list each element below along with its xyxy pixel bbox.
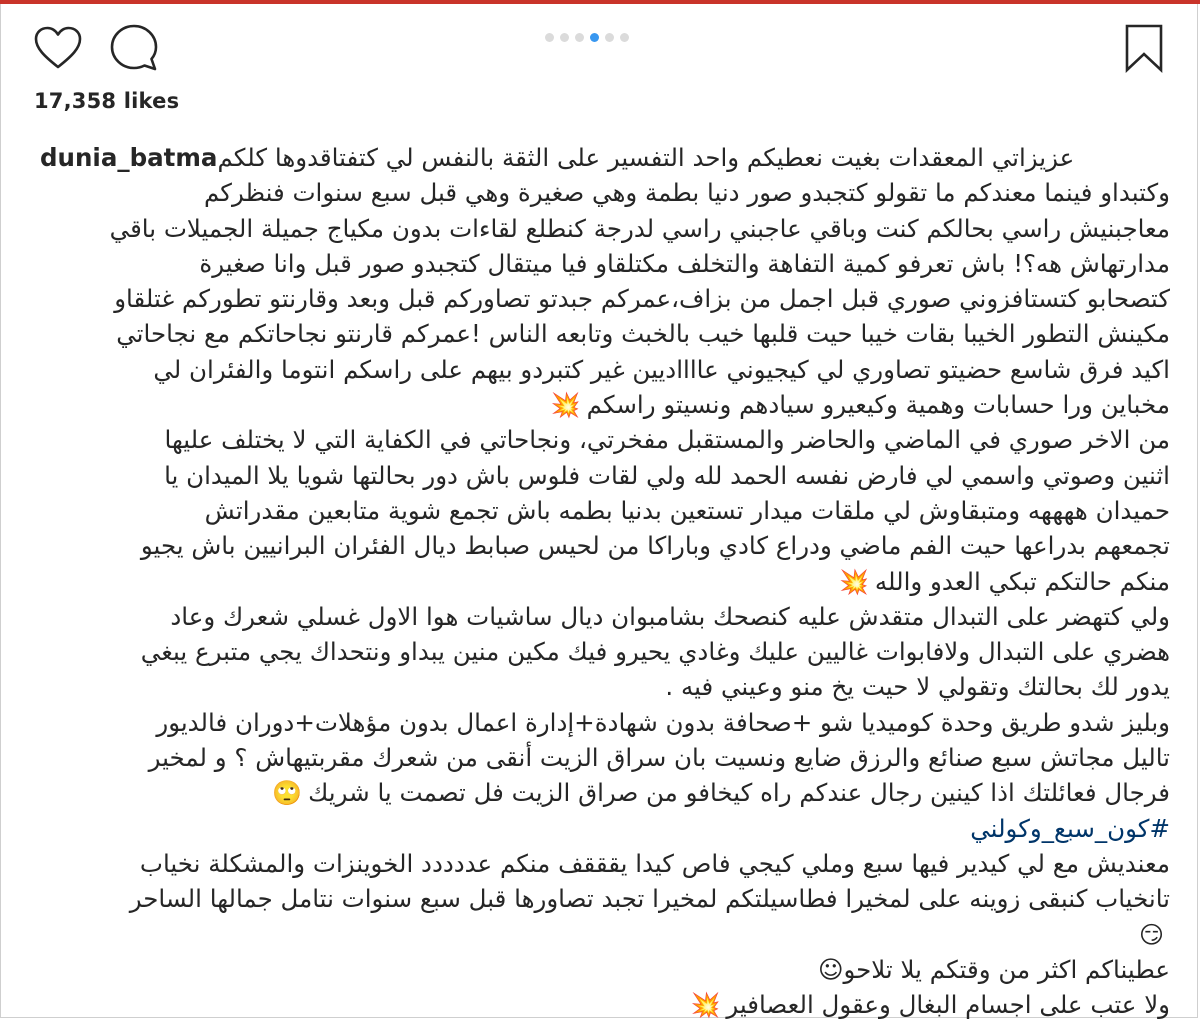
caption-text: اكيد فرق شاسع حضيتو تصاوري لي كيجيوني عااااديين غير كتبردو بيهم على راسكم انتوما والفئران لي [153, 354, 1170, 384]
caption-line [30, 740, 1170, 775]
bookmark-icon [1124, 23, 1164, 73]
caption-text: حميدان ههههه ومتبقاوش لي ملقات ميدار تستعين بدنيا بطمه باش تجمع شوية متابعين مقدراتش [204, 495, 1170, 525]
caption-text: مدارتهاش هه؟! باش تعرفو كمية التفاهة والتخلف مكتلقاو فيا ميتقال كتجبدو صور قبل وانا صغيرة [199, 248, 1170, 278]
like-button[interactable] [32, 22, 84, 74]
caption-line [30, 669, 1170, 704]
caption-text: منكم حالتكم تبكي العدو والله [874, 566, 1170, 596]
caption-line [30, 775, 1170, 810]
caption-text: تجمعهم بدراعها حيت الفم ماضي ودراع كادي وباراكا من لحيس صبابط ديال الفئران البرانيين باش يجيو [140, 531, 1170, 561]
caption-text: فرجال فعائلتك اذا كينين رجال عندكم راه كيخافو من صراق الزيت فل تصمت يا شريك [308, 778, 1170, 808]
post-caption [30, 140, 1170, 1022]
post-actions-bar [32, 22, 1170, 72]
caption-line [30, 528, 1170, 563]
caption-text: معاجبنيش راسي بحالكم كنت وباقي عاجبني راسي لدرجة كنطلع لقاءات بدون مكياج جميلة الجميلات باقي [109, 213, 1170, 243]
caption-line [30, 599, 1170, 634]
caption-line [30, 211, 1170, 246]
caption-text: اثنين وصوتي واسمي لي فارض نفسه الحمد لله ولي لقات فلوس باش دور بحالتها شويا يلا الميدان يا [164, 460, 1170, 490]
caption-text: وكتبداو فينما معندكم ما تقولو كتجبدو صور دنيا بطمة وهي صغيرة وهي قبل سبع سنوات فنظركم [204, 178, 1170, 208]
caption-text: من الاخر صوري في الماضي والحاضر والمستقبل مفخرتي، ونجاحاتي في الكفاية التي لا يختلف عليها [164, 425, 1170, 455]
carousel-dot [590, 33, 599, 42]
caption-line [30, 422, 1170, 457]
carousel-dot [545, 33, 554, 42]
speech-bubble-icon [109, 23, 159, 73]
caption-text: معنديش مع لي كيدير فيها سبع وملي كيجي فاص كيدا يقققف منكم عددددد الخوينزات والمشكلة نخياب [139, 848, 1170, 878]
caption-line [30, 705, 1170, 740]
heart-icon [34, 26, 82, 70]
caption-text: تانخياب كنبقى زوينه على لمخيرا فطاسيلتكم لمخيرا تجبد تصاورها قبل سبع سنوات نتامل جمالها الساحر [129, 884, 1170, 914]
caption-line [30, 316, 1170, 351]
caption-text: تاليل مجاتش سبع صنائع والرزق ضايع ونسيت بان سراق الزيت أنقى من شعرك مقربتيهاش ؟ و لمخير [148, 743, 1170, 773]
collision-emoji: 💥 [690, 991, 721, 1020]
caption-line [30, 387, 1170, 422]
caption-line [30, 140, 1170, 175]
eyeroll-emoji: 🙄 [272, 779, 303, 808]
caption-text: عطيناكم اكثر من وقتكم يلا تلاحو☺ [817, 954, 1170, 984]
carousel-dot [560, 33, 569, 42]
caption-text: ولي كتهضر على التبدال متقدش عليه كنصحك بشامبوان ديال ساشيات هوا الاول غسلي شعرك وعاد [170, 601, 1170, 631]
carousel-dot [620, 33, 629, 42]
caption-line [30, 246, 1170, 281]
caption-text: وبليز شدو طريق وحدة كوميديا شو +صحافة بدون شهادة+إدارة اعمال بدون مؤهلات+دوران فالديور [156, 707, 1170, 737]
caption-text: مخباين ورا حسابات وهمية وكيعيرو سيادهم ونسيتو راسكم [586, 390, 1170, 420]
caption-line [30, 175, 1170, 210]
save-button[interactable] [1118, 22, 1170, 74]
caption-line [30, 952, 1170, 987]
caption-line [30, 881, 1170, 916]
collision-emoji: 💥 [550, 391, 581, 420]
smirk-emoji: 😏 [1138, 920, 1164, 949]
caption-line [30, 352, 1170, 387]
caption-line [30, 493, 1170, 528]
carousel-indicator [545, 33, 629, 42]
caption-line [30, 281, 1170, 316]
comment-button[interactable] [108, 22, 160, 74]
caption-line [30, 917, 1170, 952]
hashtag-link[interactable]: #كون_سبع_وكولني [970, 813, 1170, 843]
caption-text: كتصحابو كتستافزوني صوري قبل اجمل من بزاف،عمركم جبدتو تصاوركم قبل وبعد وقارنتو تطوركم غتلقاو [114, 284, 1170, 314]
carousel-dot [605, 33, 614, 42]
caption-text: عزيزاتي المعقدات بغيت نعطيكم واحد التفسير على الثقة بالنفس لي كتفتاقدوها كلكم [217, 143, 1075, 172]
collision-emoji: 💥 [839, 567, 869, 596]
caption-line [30, 846, 1170, 881]
username-link[interactable]: dunia_batma [40, 143, 218, 172]
caption-line [30, 458, 1170, 493]
caption-text: مكينش التطور الخيبا بقات خيبا حيت قلبها خيب بالخبث وتابعه الناس !عمركم قارنتو نجاحاتكم مع نجاحاتي [116, 319, 1170, 349]
caption-line [30, 634, 1170, 669]
caption-line [30, 987, 1170, 1022]
caption-text: هضري على التبدال ولافابوات غاليين عليك وغادي يحيرو فيك مكين منين يبداو ونتحداك يجي متبرع يبغي [140, 637, 1170, 667]
caption-text: ولا عتب على اجسام البغال وعقول العصافير [726, 990, 1170, 1020]
carousel-dot [575, 33, 584, 42]
likes-count[interactable]: 17,358 likes [34, 89, 180, 113]
caption-text: يدور لك بحالتك وتقولي لا حيت يخ منو وعيني فيه . [665, 672, 1170, 702]
caption-line [30, 811, 1170, 846]
caption-line [30, 564, 1170, 599]
